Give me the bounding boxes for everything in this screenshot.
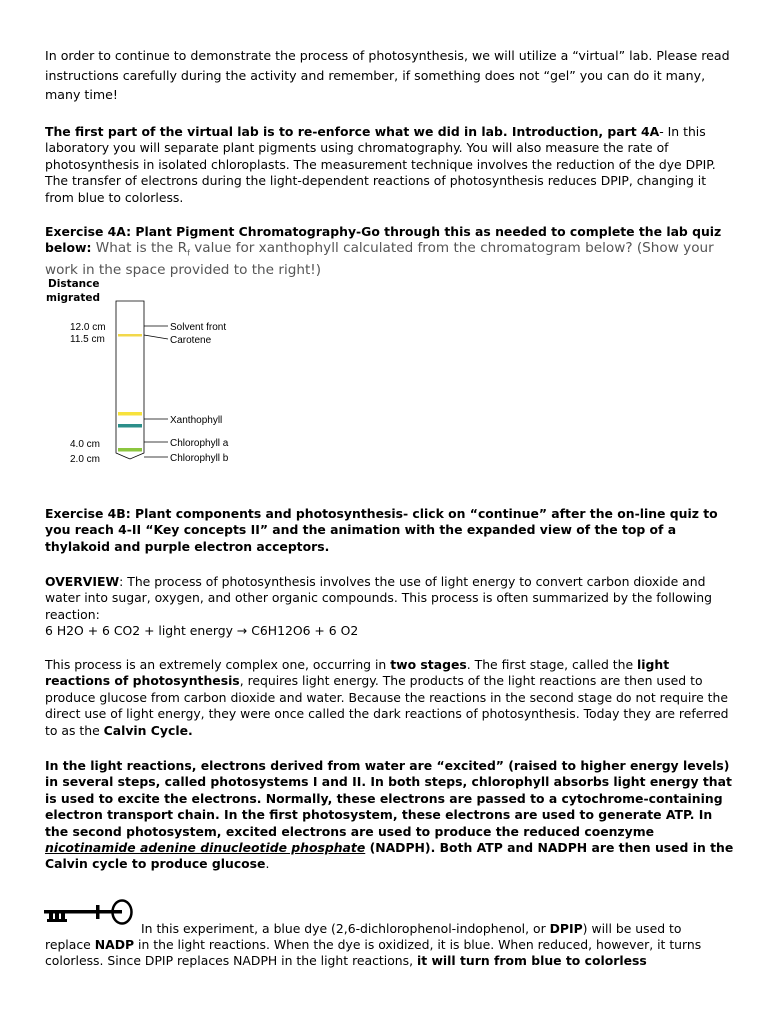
distance-chlorophyll-b: 2.0 cm [70,454,101,465]
band-carotene [118,334,142,337]
label-solvent-front: Solvent front [170,322,227,333]
chromatogram-diagram [40,276,280,476]
band-xanthophyll [118,412,142,416]
stages-bold-3: Calvin Cycle. [103,722,193,738]
exp-text-1a: In this experiment, a blue dye (2,6-dichlorophenol-indophenol, or [141,921,550,936]
exp-bold-2: it will turn from blue to colorless [417,953,647,969]
reaction-equation: 6 H2O + 6 CO2 + light energy → C6H12O6 + 6 O2 [45,623,359,639]
leader-carotene [144,335,168,339]
exp-text-1c: ) will be used to [582,921,682,936]
question-subscript: f [187,248,190,258]
overview-paragraph [45,574,735,640]
band-chlorophyll-b [118,448,142,452]
label-chlorophyll-a: Chlorophyll a [170,438,229,449]
overview-label: OVERVIEW [45,574,120,589]
key-icon [44,899,136,927]
light-text-3: . [265,856,270,872]
exercise-4a-heading: Exercise 4A: Plant Pigment Chromatography-Go through this as needed to complete the lab quiz below: [45,224,722,256]
experiment-paragraph [45,937,735,970]
exp-text-1: replace [45,937,95,952]
part1-paragraph [45,124,735,206]
question-text-b: value for xanthophyll calculated from the chromatogram below? (Show your work in the space provided to the right!) [45,240,714,279]
band-chlorophyll-a [118,424,142,428]
label-xanthophyll: Xanthophyll [170,415,223,426]
exp-text-2: in the light reactions. When the dye is oxidized, it is blue. When reduced, however, it turns colorless. Since DPIP replaces NADPH in the light reactions, [45,937,702,969]
exercise-4b-paragraph: Exercise 4B: Plant components and photosynthesis- click on “continue” after the on-line quiz to you reach 4-II “Key concepts II” and the animation with the expanded view of the top of a thylakoid and purple electron acceptors. [45,506,718,554]
label-carotene: Carotene [170,335,212,346]
distance-chlorophyll-a: 4.0 cm [70,439,101,450]
intro-paragraph: In order to continue to demonstrate the process of photosynthesis, we will utilize a “virtual” lab. Please read instructions carefully during the activity and remember, if something does not “gel” you can do it many, many time! [45,48,730,102]
question-text-a: What is the R [91,240,188,257]
band-solvent-front [118,328,142,331]
exp-bold-nadp: NADP [94,937,135,952]
overview-text: : The process of photosynthesis involves the use of light energy to convert carbon dioxide and water into sugar, oxygen, and other organic compounds. This process is often summarized by the following reaction: [45,574,712,622]
part1-text: - In this laboratory you will separate plant pigments using chromatography. You will also measure the rate of photosynthesis in isolated chloroplasts. The measurement technique involves the reduction of the dye DPIP. The transfer of electrons during the light-dependent reactions of photosynthesis reduces DPIP, changing it from blue to colorless. [45,124,716,205]
stages-text-3: , requires light energy. The products of the light reactions are then used to produce glucose from carbon dioxide and water. Because the reactions in the second stage do not require the direct use of light energy, they were once called the dark reactions of photosynthesis. Today they are referred to as the [45,673,729,738]
nadph-link[interactable]: nicotinamide adenine dinucleotide phosphate [45,840,366,856]
light-text-2: (NADPH). Both ATP and NADPH are then used in the Calvin cycle to produce glucose [45,840,734,872]
label-chlorophyll-b: Chlorophyll b [170,453,229,464]
stages-paragraph [45,657,735,739]
experiment-first-line [141,921,681,937]
distance-carotene: 11.5 cm [70,334,105,345]
stages-text-1: This process is an extremely complex one, occurring in [45,657,391,672]
light-reactions-paragraph [45,758,735,873]
chromatography-strip [116,301,144,459]
distance-solvent-front: 12.0 cm [70,322,106,333]
part1-heading: The first part of the virtual lab is to re-enforce what we did in lab. Introduction, part 4A [45,124,660,139]
distance-heading-2: migrated [46,292,100,304]
stages-bold-1: two stages [390,657,467,672]
light-text-1: In the light reactions, electrons derived from water are “excited” (raised to higher energy levels) in several steps, called photosystems I and II. In both steps, chlorophyll absorbs light energy that is used to excite the electrons. Normally, these electrons are passed to a cytochrome-containing electron transport chain. In the first photosystem, these electrons are used to generate ATP. In the second photosystem, excited electrons are used to produce the reduced coenzyme [45,758,732,839]
distance-heading-1: Distance [48,278,100,290]
stages-bold-2: light reactions of photosynthesis [45,657,670,689]
exercise-4a-paragraph [45,224,735,279]
exp-bold-dpip: DPIP [549,921,583,936]
stages-text-2: . The first stage, called the [466,657,638,672]
